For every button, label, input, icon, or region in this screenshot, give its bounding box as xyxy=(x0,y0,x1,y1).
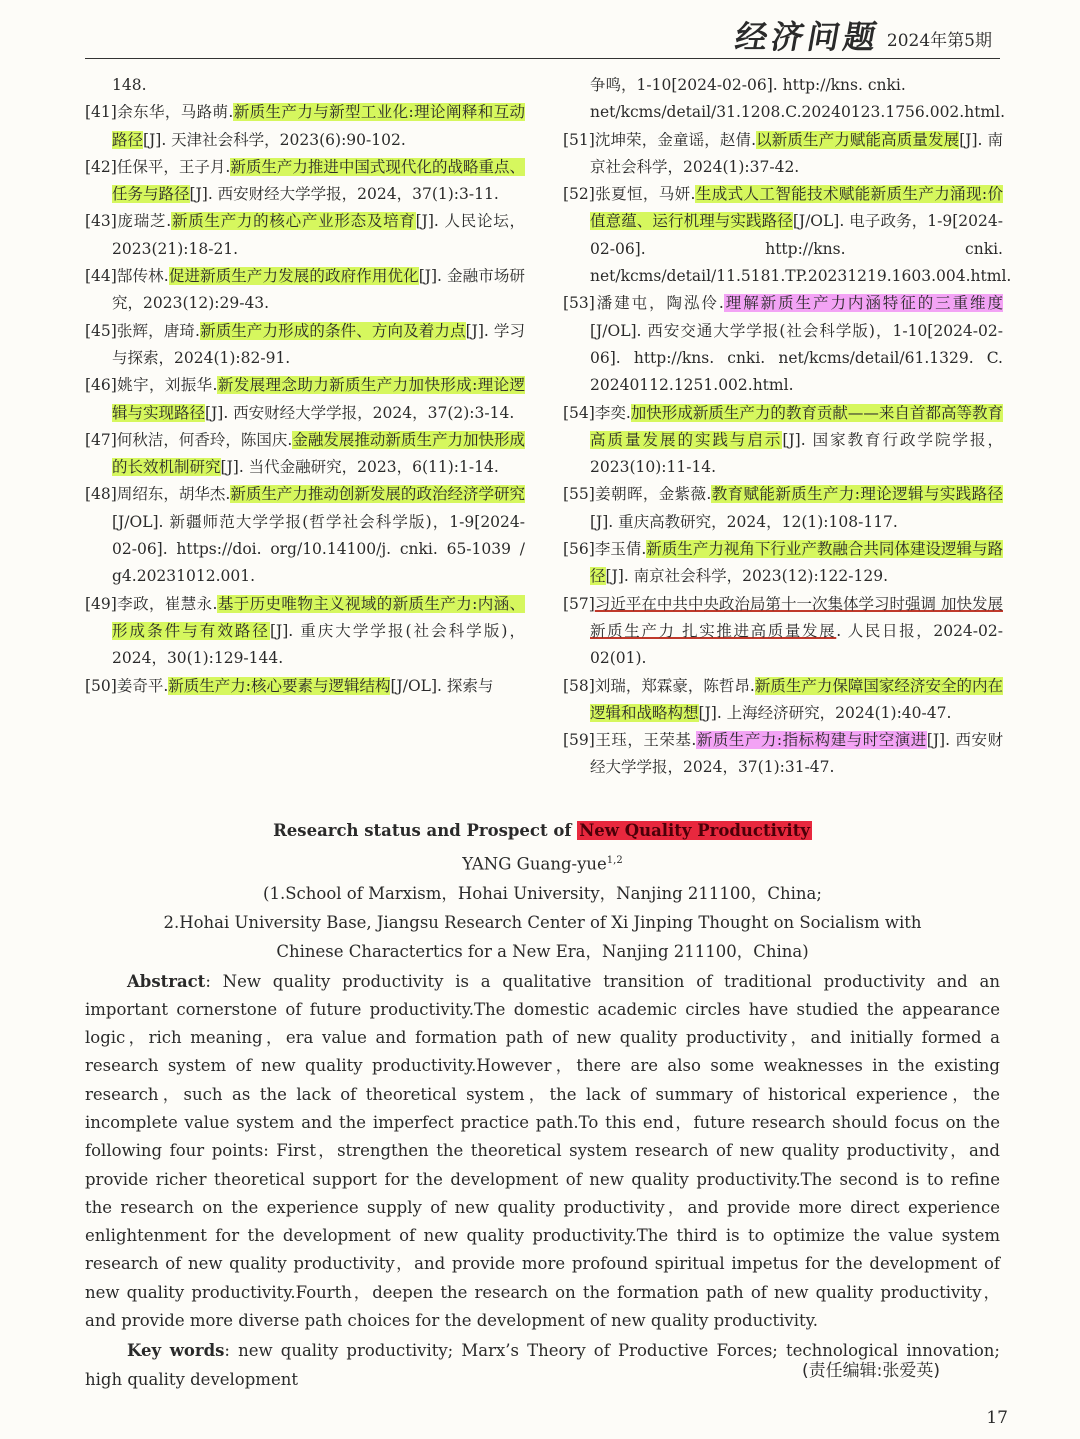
reference-title: 理解新质生产力内涵特征的三重维度 xyxy=(723,294,1003,313)
reference-item xyxy=(85,673,525,700)
reference-item xyxy=(563,673,1003,728)
reference-title: 基于历史唯物主义视域的新质生产力:内涵、形成条件与有效路径 xyxy=(112,594,525,640)
reference-source: [J]. 西安财经大学学报，2024，37(1):3-11. xyxy=(189,185,499,204)
reference-title: 加快形成新质生产力的教育贡献——来自首都高等教育高质量发展的实践与启示 xyxy=(590,403,1003,449)
keywords-text: : new quality productivity; Marx’s Theory of Productive Forces; technological innovation; high quality development xyxy=(85,1341,1000,1389)
reference-item xyxy=(85,154,525,209)
reference-authors: [50]姜奇平. xyxy=(85,676,169,695)
english-abstract-section xyxy=(85,816,1000,1394)
reference-title: 以新质生产力赋能高质量发展 xyxy=(756,130,960,149)
reference-source: [J]. 西安财经大学学报，2024，37(1):31-47. xyxy=(590,731,1003,777)
page-number: 17 xyxy=(986,1408,1008,1428)
reference-title: 新质生产力的核心产业形态及培育 xyxy=(171,212,416,231)
reference-title: 新质生产力形成的条件、方向及着力点 xyxy=(199,321,466,340)
abstract-paragraph xyxy=(85,968,1000,1336)
reference-authors: [48]周绍东，胡华杰. xyxy=(85,485,231,504)
reference-source: 争鸣，1-10[2024-02-06]. http://kns. cnki. net/kcms/detail/31.1208.C.20240123.1756.002.html. xyxy=(590,76,1006,122)
english-title-highlight: New Quality Productivity xyxy=(579,821,810,840)
affiliation-1: (1.School of Marxism，Hohai University，Nanjing 211100，China; xyxy=(263,883,822,903)
affiliation-2: 2.Hohai University Base, Jiangsu Research Center of Xi Jinping Thought on Socialism with xyxy=(163,912,922,932)
english-title xyxy=(85,816,1000,846)
reference-item xyxy=(85,318,525,373)
reference-title: 新质生产力视角下行业产教融合共同体建设逻辑与路径 xyxy=(590,540,1003,586)
reference-title: 新质生产力:指标构建与时空演进 xyxy=(696,731,927,750)
reference-source: 148. xyxy=(112,76,147,94)
reference-authors: [46]姚宇，刘振华. xyxy=(85,376,218,395)
reference-authors: [47]何秋洁，何香玲，陈国庆. xyxy=(85,430,293,449)
reference-authors: [43]庞瑞芝. xyxy=(85,212,172,231)
reference-source: [J/OL]. 西安交通大学学报(社会科学版)，1-10[2024-02-06]. http://kns. cnki. net/kcms/detail/61.1329. C. 20240112.1251.002.html. xyxy=(590,321,1003,395)
reference-source: [J]. 国家教育行政学院学报，2023(10):11-14. xyxy=(590,430,1003,477)
reference-item xyxy=(563,400,1003,482)
issue-number: 2024年第5期 xyxy=(886,31,992,51)
reference-authors: [53]潘建屯，陶泓伶. xyxy=(563,294,724,313)
reference-item xyxy=(85,263,525,318)
journal-title: 经济问题 xyxy=(732,18,883,56)
reference-authors: [54]李奕. xyxy=(563,403,631,422)
reference-item xyxy=(85,208,525,263)
reference-authors: [57] xyxy=(563,594,595,613)
reference-authors: [41]余东华，马路萌. xyxy=(85,103,234,122)
reference-source: [J]. 南京社会科学，2023(12):122-129. xyxy=(605,567,888,586)
reference-item xyxy=(563,181,1012,290)
reference-authors: [58]刘瑞，郑霖豪，陈哲昂. xyxy=(563,676,755,695)
reference-source: [J/OL]. 新疆师范大学学报(哲学社会科学版)，1-9[2024-02-06]. https://doi. org/10.14100/j. cnki. 65-1039 / g4.20231012.001. xyxy=(112,512,525,586)
author-affil-sup: 1,2 xyxy=(606,855,623,866)
reference-source: . 人民日报，2024-02-02(01). xyxy=(590,621,1003,668)
reference-source: [J]. 人民论坛，2023(21):18-21. xyxy=(112,212,525,258)
reference-title: 新质生产力保障国家经济安全的内在逻辑和战略构想 xyxy=(590,676,1003,722)
reference-title: 新质生产力推进中国式现代化的战略重点、任务与路径 xyxy=(112,157,525,204)
reference-authors: [44]郜传林. xyxy=(85,267,169,286)
reference-authors: [55]姜朝晖，金紫薇. xyxy=(563,485,712,504)
editor-note: (责任编辑:张爱英) xyxy=(802,1361,940,1381)
reference-item xyxy=(85,72,525,99)
reference-source: [J]. 重庆大学学报(社会科学版)，2024，30(1):129-144. xyxy=(112,621,525,668)
keywords-label: Key words xyxy=(127,1341,225,1361)
references-left-column xyxy=(85,72,525,700)
reference-title: 促进新质生产力发展的政府作用优化 xyxy=(168,267,419,286)
reference-title: 教育赋能新质生产力:理论逻辑与实践路径 xyxy=(711,485,1003,504)
reference-item xyxy=(563,127,1003,182)
reference-item xyxy=(85,99,525,154)
reference-item xyxy=(85,481,525,590)
reference-title: 生成式人工智能技术赋能新质生产力涌现:价值意蕴、运行机理与实践路径 xyxy=(590,185,1003,231)
reference-title: 新质生产力推动创新发展的政治经济学研究 xyxy=(230,485,525,504)
affiliation-3: Chinese Charactertics for a New Era，Nanjing 211100，China) xyxy=(276,941,809,961)
reference-title: 新质生产力与新型工业化:理论阐释和互动路径 xyxy=(112,103,525,149)
reference-item xyxy=(563,591,1003,673)
reference-authors: [59]王珏，王荣基. xyxy=(563,731,697,750)
reference-source: [J]. 当代金融研究，2023，6(11):1-14. xyxy=(220,458,499,477)
reference-authors: [52]张夏恒，马妍. xyxy=(563,185,696,204)
author-name: YANG Guang-yue xyxy=(462,854,607,874)
reference-item xyxy=(85,427,525,482)
reference-title: 新质生产力:核心要素与逻辑结构 xyxy=(168,676,391,695)
reference-source: [J]. 天津社会科学，2023(6):90-102. xyxy=(143,130,406,149)
reference-source: [J]. 西安财经大学学报，2024，37(2):3-14. xyxy=(205,403,515,422)
reference-source: [J/OL]. 电子政务，1-9[2024-02-06]. http://kns. cnki. net/kcms/detail/11.5181.TP.20231219.1603.004.html. xyxy=(590,212,1012,286)
reference-item xyxy=(563,536,1003,591)
reference-authors: [45]张辉，唐琦. xyxy=(85,321,200,340)
author-line xyxy=(85,846,1000,879)
page-header xyxy=(85,10,1000,59)
reference-title: 习近平在中共中央政治局第十一次集体学习时强调 加快发展新质生产力 扎实推进高质量发展 xyxy=(590,594,1003,640)
reference-item xyxy=(85,591,525,673)
reference-item xyxy=(563,72,1006,127)
reference-source: [J]. 重庆高教研究，2024，12(1):108-117. xyxy=(590,512,898,531)
reference-item xyxy=(563,481,1003,536)
reference-authors: [42]任保平，王子月. xyxy=(85,157,231,176)
reference-source: [J]. 南京社会科学，2024(1):37-42. xyxy=(590,130,1003,176)
english-title-text: Research status and Prospect of xyxy=(273,821,578,840)
reference-item xyxy=(85,372,525,427)
reference-title: 金融发展推动新质生产力加快形成的长效机制研究 xyxy=(112,430,525,477)
reference-source: [J]. 上海经济研究，2024(1):40-47. xyxy=(698,703,952,722)
reference-source: [J]. 学习与探索，2024(1):82-91. xyxy=(112,321,525,367)
abstract-text: : New quality productivity is a qualitative transition of traditional productivity and an important cornerstone of future productivity.The domestic academic circles have studied the appearance logic，rich meaning，era value and formation path of new quality productivity，and initially formed a research system of new quality productivity.However，there are also some weaknesses in the existing research，such as the lack of theoretical system，the lack of summary of historical experience，the incomplete value system and the imperfect practice path.To this end，future research should focus on the following four points: First，strengthen the theoretical system research of new quality productivity，and provide richer theoretical support for the development of new quality productivity.The second is to refine the research on the experience supply of new quality productivity，and provide more direct experience enlightenment for the development of new quality productivity.The third is to optimize the value system research of new quality productivity，and provide more profound spiritual impetus for the development of new quality productivity.Fourth，deepen the research on the formation path of new quality productivity，and provide more diverse path choices for the development of new quality productivity. xyxy=(85,971,1000,1331)
reference-item xyxy=(563,727,1003,782)
reference-source: [J/OL]. 探索与 xyxy=(390,676,494,695)
reference-authors: [56]李玉倩. xyxy=(563,540,647,559)
reference-source: [J]. 金融市场研究，2023(12):29-43. xyxy=(112,267,525,313)
reference-authors: [51]沈坤荣，金童谣，赵倩. xyxy=(563,130,757,149)
reference-item xyxy=(563,290,1003,399)
reference-title: 新发展理念助力新质生产力加快形成:理论逻辑与实现路径 xyxy=(112,376,525,422)
references-right-column xyxy=(563,72,1012,782)
reference-authors: [49]李政，崔慧永. xyxy=(85,594,218,613)
abstract-label: Abstract xyxy=(127,971,206,991)
